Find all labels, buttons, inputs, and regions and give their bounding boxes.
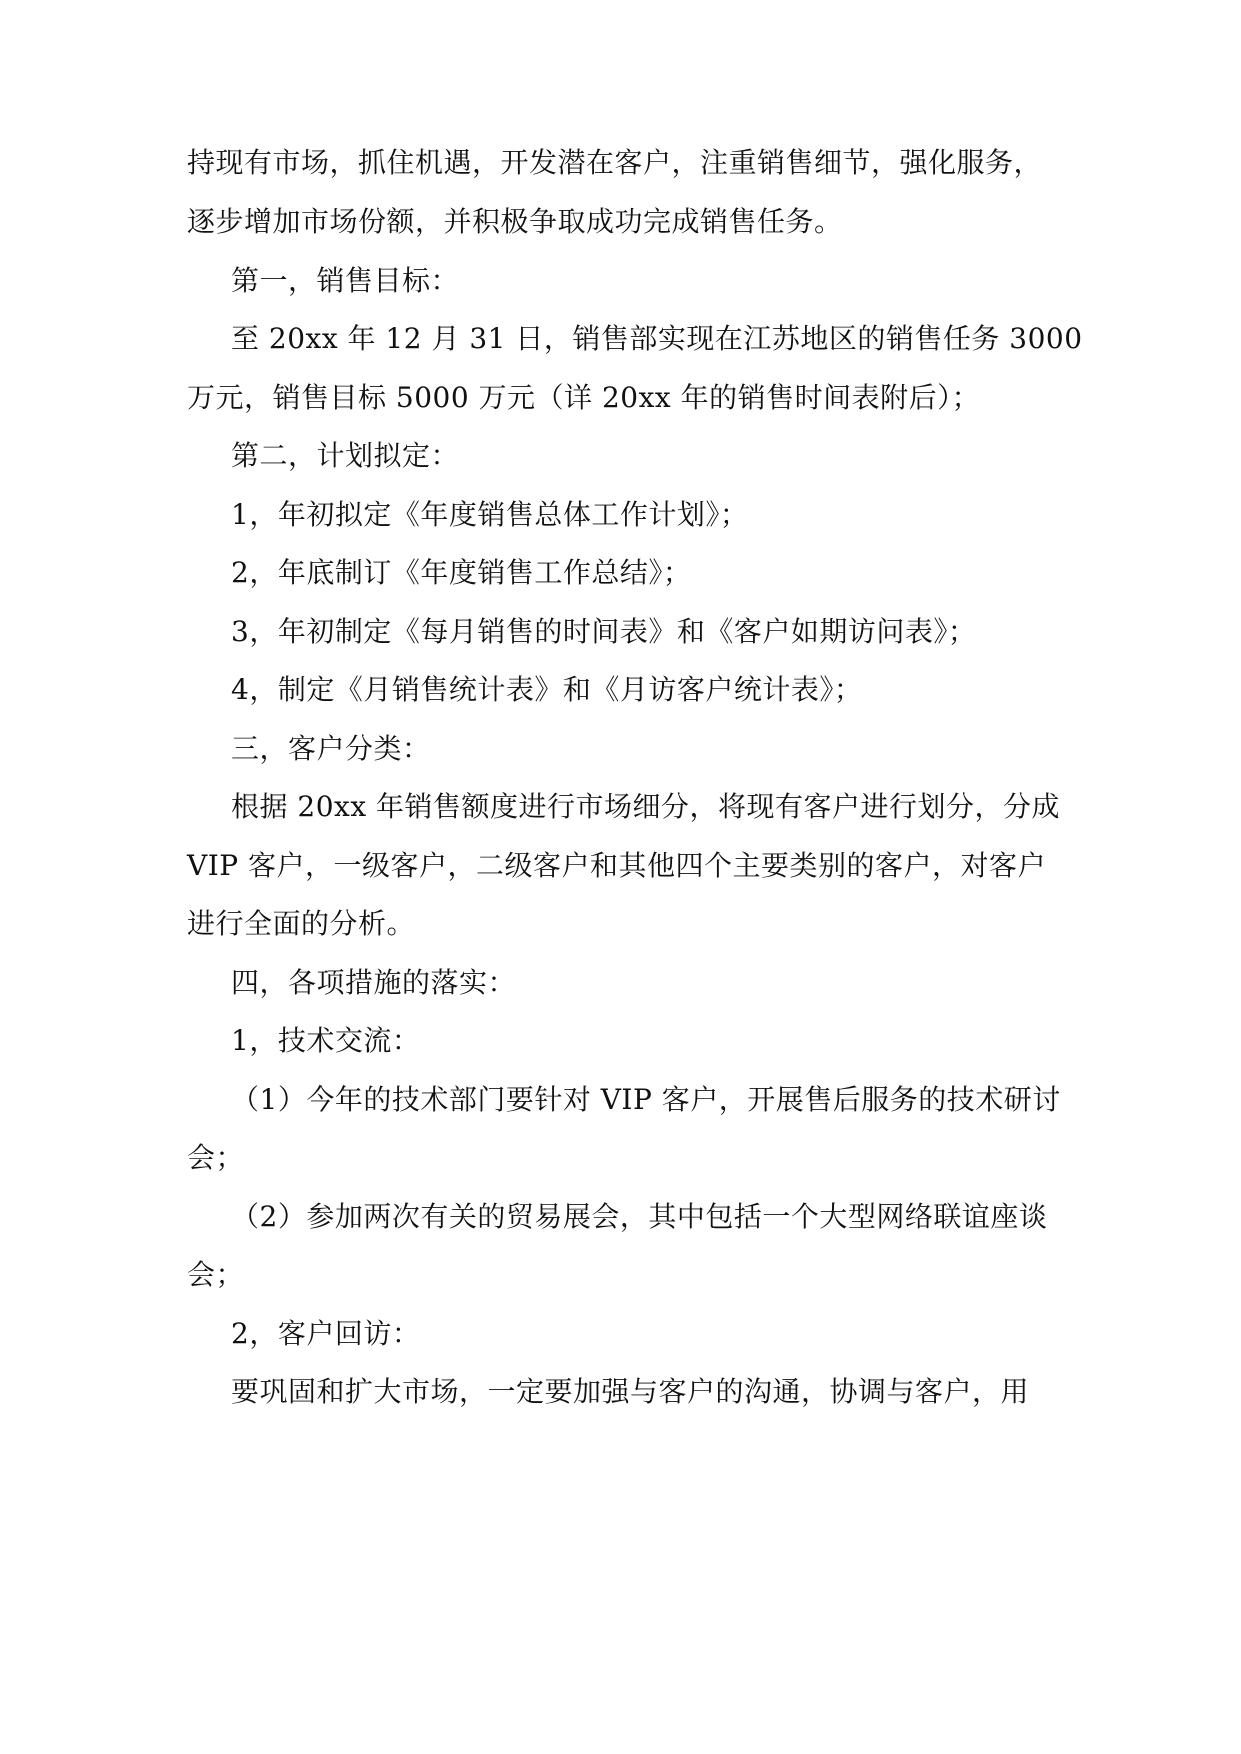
- section-heading: 第二，计划拟定：: [231, 439, 460, 472]
- section-heading: 三，客户分类：: [231, 732, 431, 765]
- text-line: 进行全面的分析。: [187, 907, 416, 940]
- text-line: 根据 20xx 年销售额度进行市场细分，将现有客户进行划分，分成: [231, 790, 1061, 823]
- section-heading: 四，各项措施的落实：: [231, 966, 517, 999]
- list-item: 2，年底制订《年度销售工作总结》；: [231, 556, 692, 589]
- text-line: 会；: [187, 1258, 245, 1291]
- list-item: 1，年初拟定《年度销售总体工作计划》；: [231, 498, 749, 531]
- section-heading: 第一，销售目标：: [231, 264, 460, 297]
- text-line: 万元，销售目标 5000 万元（详 20xx 年的销售时间表附后）；: [187, 381, 981, 414]
- text-line: VIP 客户，一级客户，二级客户和其他四个主要类别的客户，对客户: [187, 849, 1047, 882]
- list-item: 2，客户回访：: [231, 1317, 421, 1350]
- text-line: 至 20xx 年 12 月 31 日，销售部实现在江苏地区的销售任务 3000: [231, 322, 1083, 355]
- text-line: 要巩固和扩大市场，一定要加强与客户的沟通，协调与客户，用: [231, 1375, 1030, 1408]
- list-item: （2）参加两次有关的贸易展会，其中包括一个大型网络联谊座谈: [231, 1200, 1048, 1233]
- list-item: 1，技术交流：: [231, 1024, 421, 1057]
- list-item: （1）今年的技术部门要针对 VIP 客户，开展售后服务的技术研讨: [231, 1083, 1061, 1116]
- text-line: 持现有市场，抓住机遇，开发潜在客户，注重销售细节，强化服务，: [187, 146, 1043, 179]
- list-item: 4，制定《月销售统计表》和《月访客户统计表》；: [231, 673, 863, 706]
- text-line: 会；: [187, 1141, 245, 1174]
- text-line: 逐步增加市场份额，并积极争取成功完成销售任务。: [187, 205, 843, 238]
- list-item: 3，年初制定《每月销售的时间表》和《客户如期访问表》；: [231, 615, 977, 648]
